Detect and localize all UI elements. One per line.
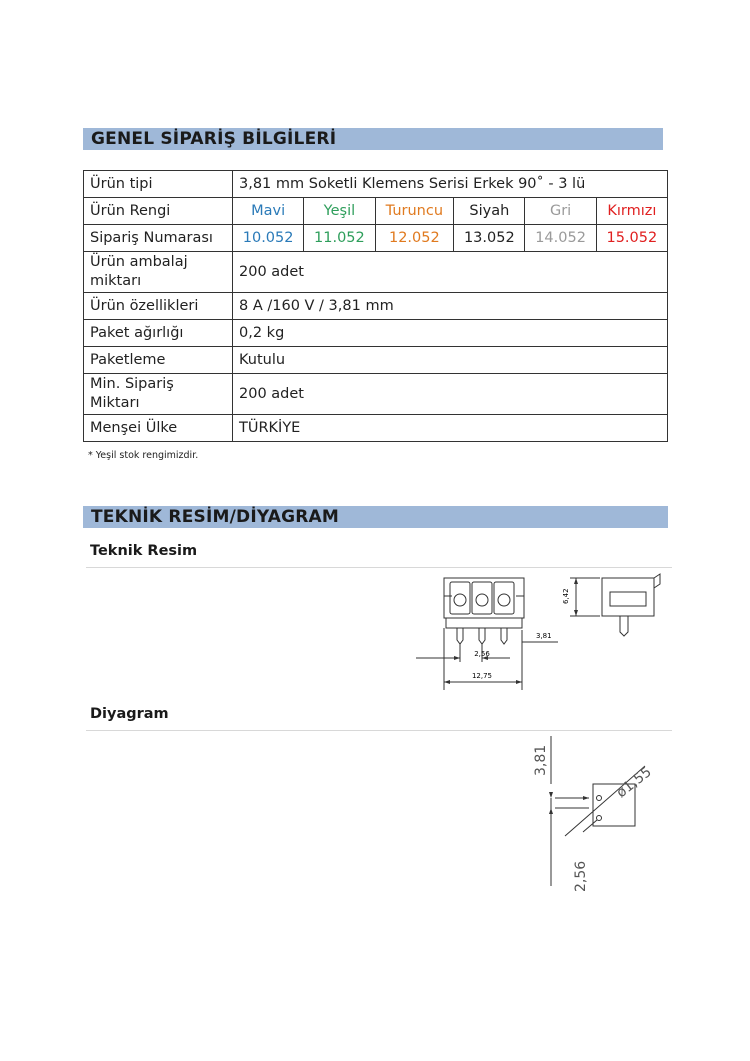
color-name-yesil: Yeşil [304, 198, 375, 225]
table-row [84, 171, 668, 198]
pin-diagram [525, 736, 665, 896]
subtitle-teknik-resim: Teknik Resim [90, 543, 198, 559]
connector-front-body [444, 578, 524, 618]
color-name-turuncu: Turuncu [375, 198, 454, 225]
table-row [84, 415, 668, 442]
code-yesil: 11.052 [304, 225, 375, 252]
code-kirmizi: 15.052 [596, 225, 667, 252]
code-siyah: 13.052 [454, 225, 525, 252]
label-paketleme: Paketleme [84, 347, 233, 374]
dim-381-label: 3,81 [536, 632, 552, 640]
dim-642-label: 6,42 [562, 588, 570, 604]
value-ambalaj: 200 adet [233, 252, 668, 293]
diagram-dim-155: ø1,55 [613, 764, 655, 802]
table-row [84, 347, 668, 374]
divider [86, 567, 672, 568]
code-mavi: 10.052 [233, 225, 304, 252]
label-urun-tipi: Ürün tipi [84, 171, 233, 198]
table-row [84, 225, 668, 252]
divider [86, 730, 672, 731]
section-title-genel: GENEL SİPARİŞ BİLGİLERİ [83, 128, 663, 150]
value-agirlik: 0,2 kg [233, 320, 668, 347]
table-row [84, 198, 668, 225]
stock-note: * Yeşil stok rengimizdir. [88, 450, 199, 461]
value-mensei: TÜRKİYE [233, 415, 668, 442]
value-min-siparis: 200 adet [233, 374, 668, 415]
label-urun-rengi: Ürün Rengi [84, 198, 233, 225]
code-turuncu: 12.052 [375, 225, 454, 252]
color-name-kirmizi: Kırmızı [596, 198, 667, 225]
subtitle-diyagram: Diyagram [90, 706, 169, 722]
value-urun-tipi: 3,81 mm Soketli Klemens Serisi Erkek 90˚ - 3 lü [233, 171, 668, 198]
table-row [84, 293, 668, 320]
diagram-dim-256: 2,56 [573, 860, 589, 892]
dim-256-label: 2,56 [474, 650, 490, 658]
label-siparis-numarasi: Sipariş Numarası [84, 225, 233, 252]
label-agirlik: Paket ağırlığı [84, 320, 233, 347]
code-gri: 14.052 [525, 225, 596, 252]
diagram-dim-381: 3,81 [533, 744, 549, 776]
spec-table [83, 170, 668, 442]
technical-drawing [410, 570, 670, 690]
table-row [84, 320, 668, 347]
value-ozellikler: 8 A /160 V / 3,81 mm [233, 293, 668, 320]
label-ozellikler: Ürün özellikleri [84, 293, 233, 320]
table-row [84, 252, 668, 293]
label-ambalaj: Ürün ambalaj miktarı [84, 252, 233, 293]
dim-1275-label: 12,75 [471, 672, 493, 680]
color-name-gri: Gri [525, 198, 596, 225]
label-mensei: Menşei Ülke [84, 415, 233, 442]
color-name-siyah: Siyah [454, 198, 525, 225]
section-title-teknik: TEKNİK RESİM/DİYAGRAM [83, 506, 668, 528]
color-name-mavi: Mavi [233, 198, 304, 225]
label-min-siparis: Min. Sipariş Miktarı [84, 374, 233, 415]
value-paketleme: Kutulu [233, 347, 668, 374]
table-row [84, 374, 668, 415]
